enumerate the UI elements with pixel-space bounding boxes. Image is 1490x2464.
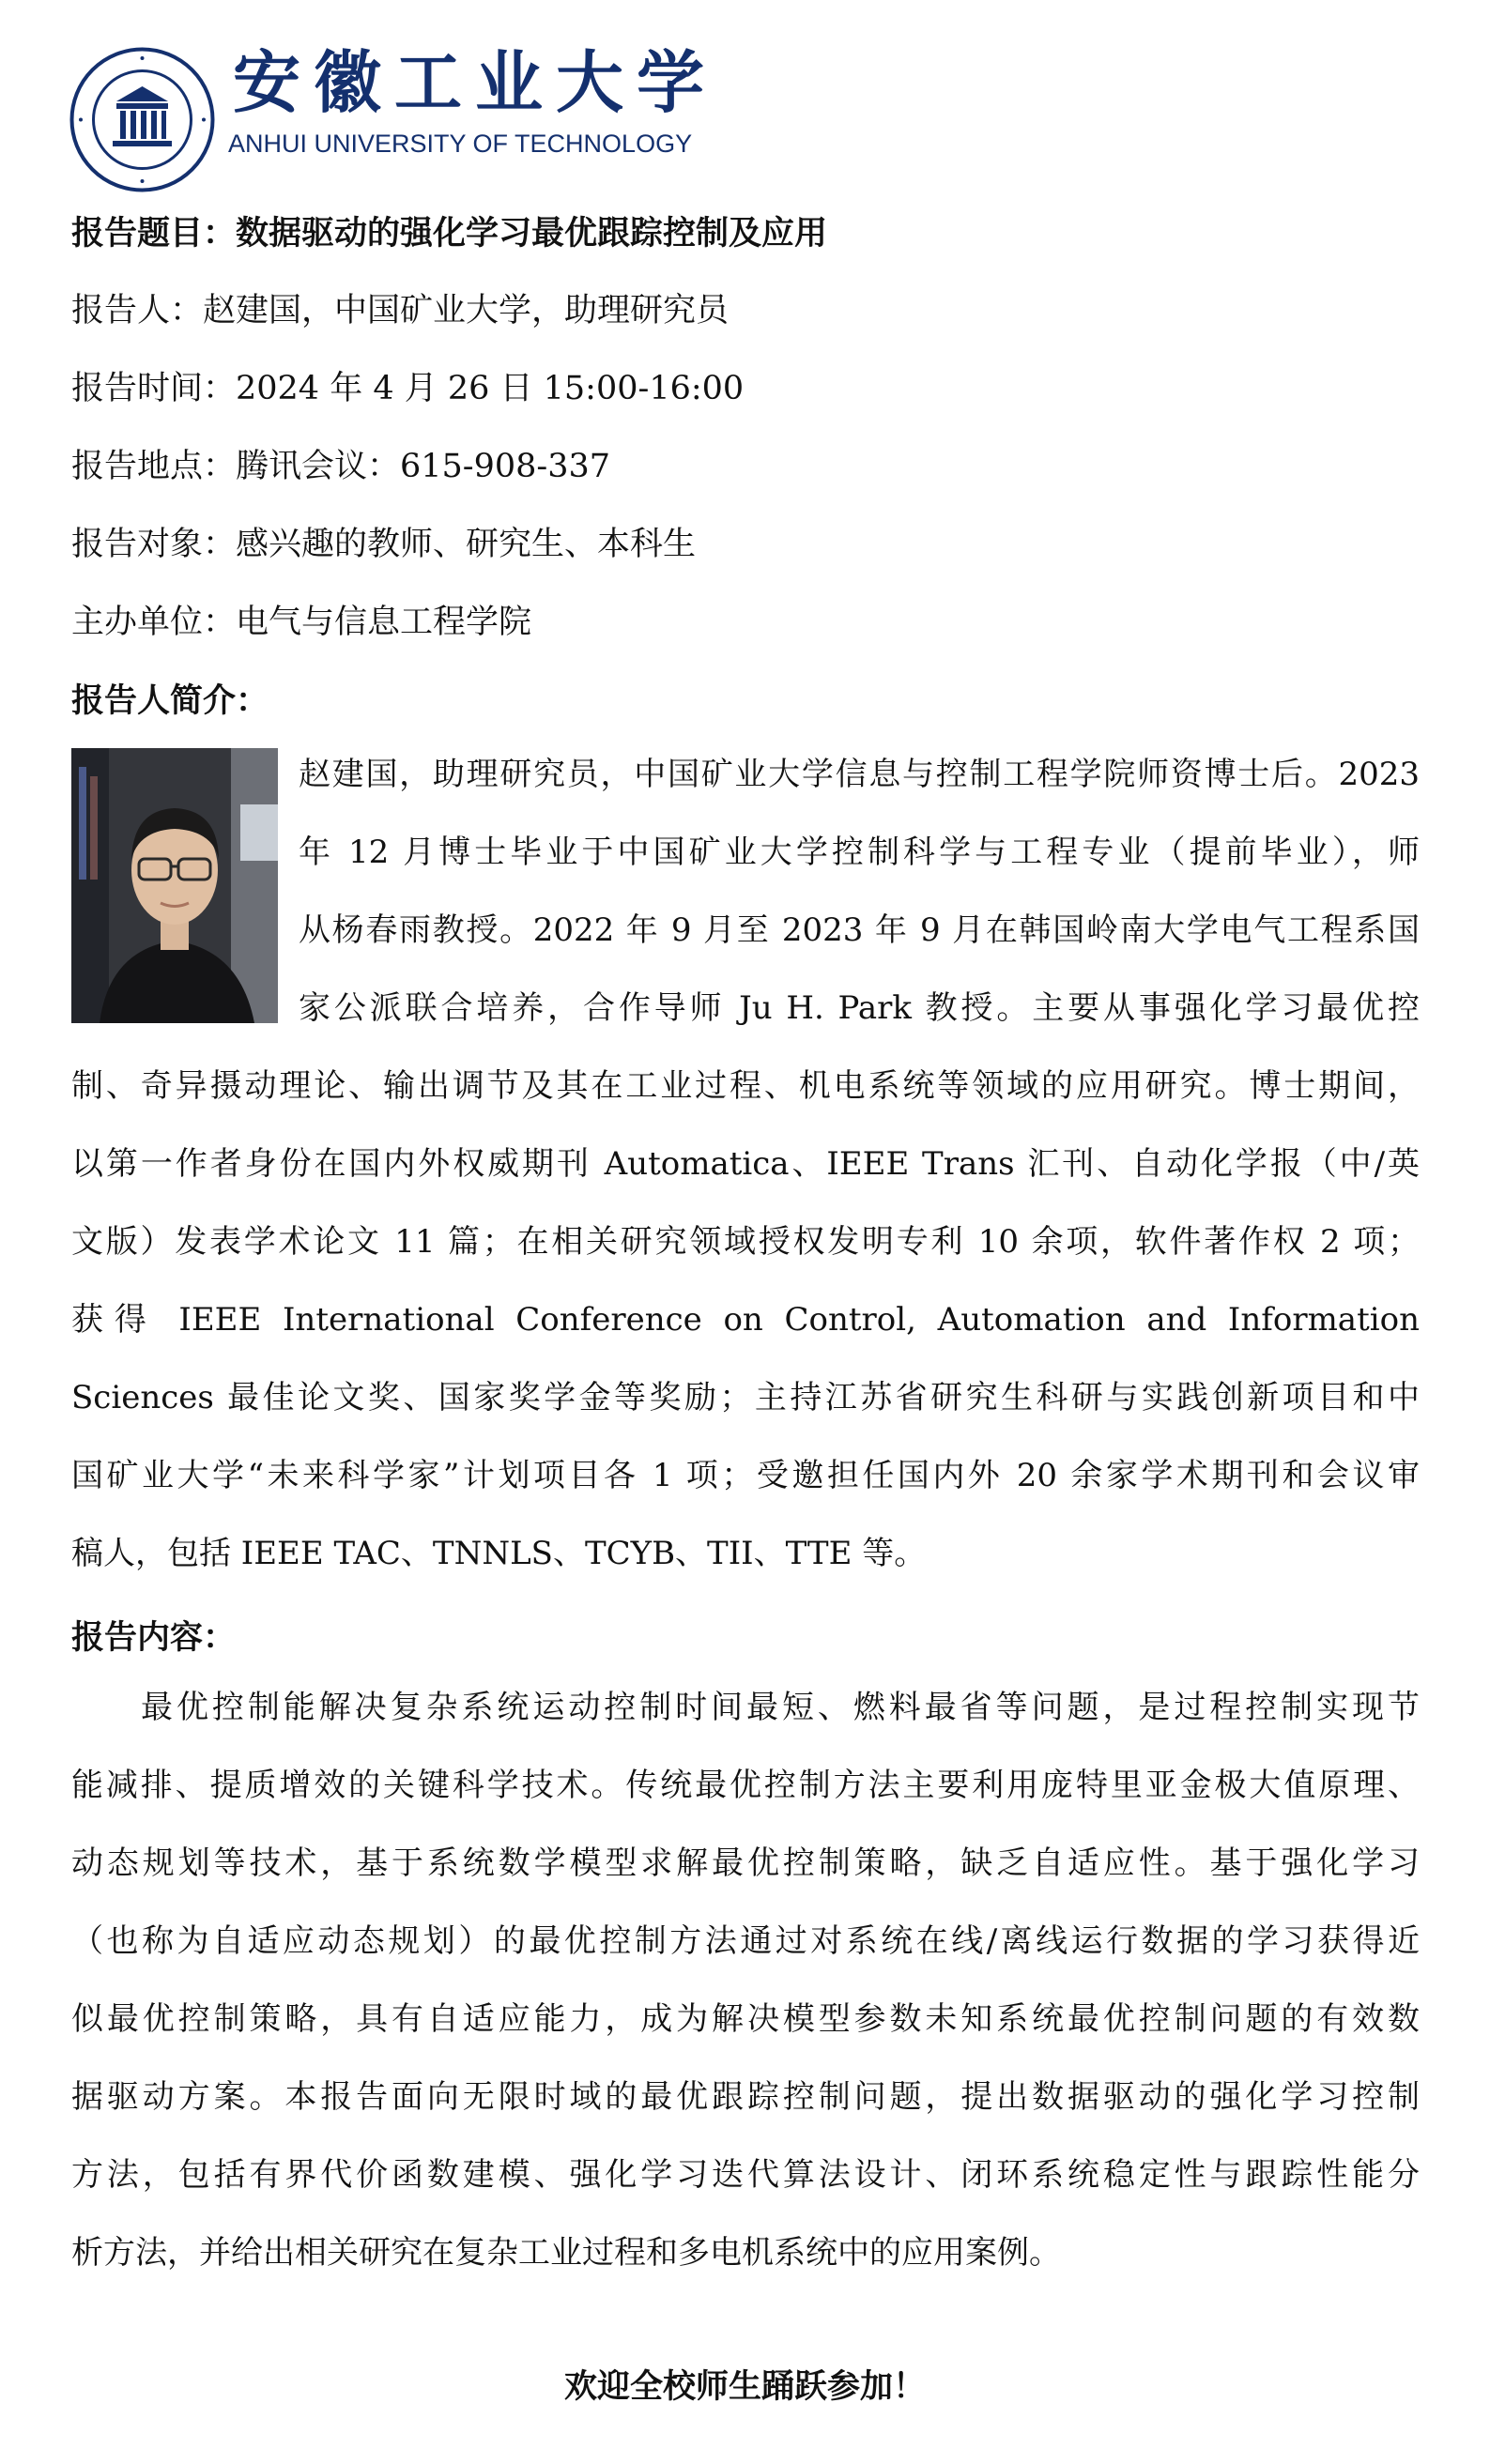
bio-line: 国矿业大学“未来科学家”计划项目各 1 项；受邀担任国内外 20 余家学术期刊和会议审: [71, 1457, 1420, 1494]
content-line: 析方法，并给出相关研究在复杂工业过程和多电机系统中的应用案例。: [71, 2234, 1061, 2272]
bio-line: 以第一作者身份在国内外权威期刊 Automatica、IEEE Trans 汇刊、自动化学报（中/英: [71, 1145, 1420, 1183]
university-name-en: ANHUI UNIVERSITY OF TECHNOLOGY: [228, 130, 693, 158]
time-line: 报告时间：2024 年 4 月 26 日 15:00-16:00: [71, 370, 745, 407]
content-line: 似最优控制策略，具有自适应能力，成为解决模型参数未知系统最优控制问题的有效数: [71, 2000, 1420, 2038]
bio-line: 从杨春雨教授。2022 年 9 月至 2023 年 9 月在韩国岭南大学电气工程系国: [299, 911, 1420, 949]
bio-line: 文版）发表学术论文 11 篇；在相关研究领域授权发明专利 10 余项，软件著作权 2 项；: [71, 1223, 1420, 1261]
bio-line: 赵建国，助理研究员，中国矿业大学信息与控制工程学院师资博士后。2023: [299, 756, 1420, 793]
bio-paragraph-beside-photo: [299, 736, 1420, 1048]
content-line: （也称为自适应动态规划）的最优控制方法通过对系统在线/离线运行数据的学习获得近: [71, 1922, 1420, 1960]
speaker-line: 报告人：赵建国，中国矿业大学，助理研究员: [71, 292, 730, 329]
content-line: 据驱动方案。本报告面向无限时域的最优跟踪控制问题，提出数据驱动的强化学习控制: [71, 2078, 1420, 2116]
report-title: 报告题目：数据驱动的强化学习最优跟踪控制及应用: [71, 214, 828, 253]
content-line: 方法，包括有界代价函数建模、强化学习迭代算法设计、闭环系统稳定性与跟踪性能分: [71, 2156, 1420, 2194]
content-line: 最优控制能解决复杂系统运动控制时间最短、燃料最省等问题，是过程控制实现节: [141, 1689, 1420, 1726]
content-line: 能减排、提质增效的关键科学技术。传统最优控制方法主要利用庞特里亚金极大值原理、: [71, 1767, 1420, 1804]
bio-line: 稿人，包括 IEEE TAC、TNNLS、TCYB、TII、TTE 等。: [71, 1535, 927, 1572]
venue-line: 报告地点：腾讯会议：615-908-337: [71, 448, 611, 485]
content-paragraph: [71, 1669, 1420, 2292]
bio-line: 年 12 月博士毕业于中国矿业大学控制科学与工程专业（提前毕业），师: [299, 834, 1420, 871]
speaker-photo: [71, 748, 278, 1023]
closing-invitation: 欢迎全校师生踊跃参加！: [563, 2367, 926, 2406]
content-line: 动态规划等技术，基于系统数学模型求解最优控制策略，缺乏自适应性。基于强化学习: [71, 1844, 1420, 1882]
bio-line: 获得 IEEE International Conference on Control, Automation and Information: [71, 1301, 1420, 1339]
bio-line: Sciences 最佳论文奖、国家奖学金等奖励；主持江苏省研究生科研与实践创新项目和中: [71, 1379, 1420, 1416]
university-name-cn: 安徽工业大学: [233, 43, 718, 122]
content-heading: 报告内容：: [71, 1618, 237, 1657]
bio-heading: 报告人简介：: [71, 681, 269, 720]
bio-line: 制、奇异摄动理论、输出调节及其在工业过程、机电系统等领域的应用研究。博士期间，: [71, 1067, 1420, 1105]
bio-paragraph-full: [71, 1048, 1420, 1593]
university-seal-icon: [69, 47, 215, 192]
bio-line: 家公派联合培养，合作导师 Ju H. Park 教授。主要从事强化学习最优控: [299, 989, 1420, 1027]
audience-line: 报告对象：感兴趣的教师、研究生、本科生: [71, 526, 697, 563]
host-line: 主办单位：电气与信息工程学院: [71, 604, 532, 641]
